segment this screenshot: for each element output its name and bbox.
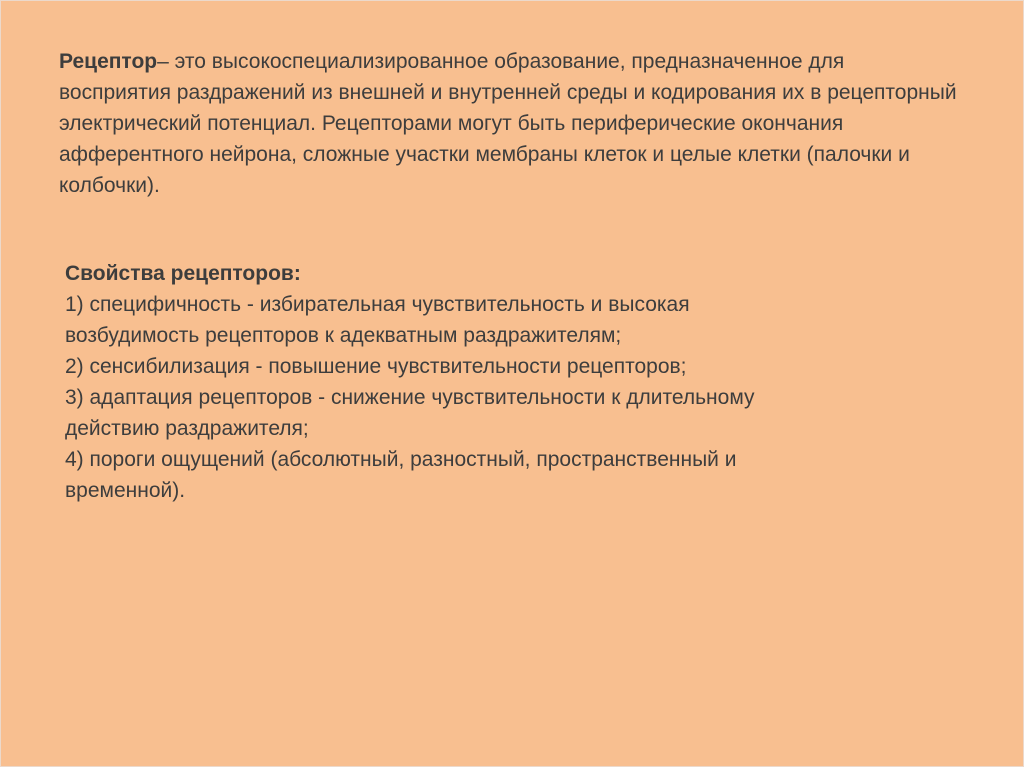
receptor-definition-paragraph (59, 46, 959, 201)
definition-text: – это высокоспециализированное образование, предназначенное для восприятия раздражений из внешней и внутренней среды и кодирования их в рецепторный электрический потенциал. Рецепторами могут быть периферические окончания афферентного нейрона, сложные участки мембраны клеток и целые клетки (палочки и колбочки). (59, 50, 957, 197)
properties-line: временной). (65, 479, 186, 502)
properties-heading: Свойства рецепторов: (65, 262, 301, 285)
properties-line: действию раздражителя; (65, 417, 309, 440)
properties-line: 4) пороги ощущений (абсолютный, разностный, пространственный и (65, 448, 737, 471)
properties-line: возбудимость рецепторов к адекватным раздражителям; (65, 324, 622, 347)
properties-line: 1) специфичность - избирательная чувствительность и высокая (65, 293, 690, 316)
definition-term: Рецептор (59, 50, 158, 73)
receptor-properties-block (65, 258, 905, 506)
properties-line: 3) адаптация рецепторов - снижение чувствительности к длительному (65, 386, 755, 409)
properties-line: 2) сенсибилизация - повышение чувствительности рецепторов; (65, 355, 687, 378)
